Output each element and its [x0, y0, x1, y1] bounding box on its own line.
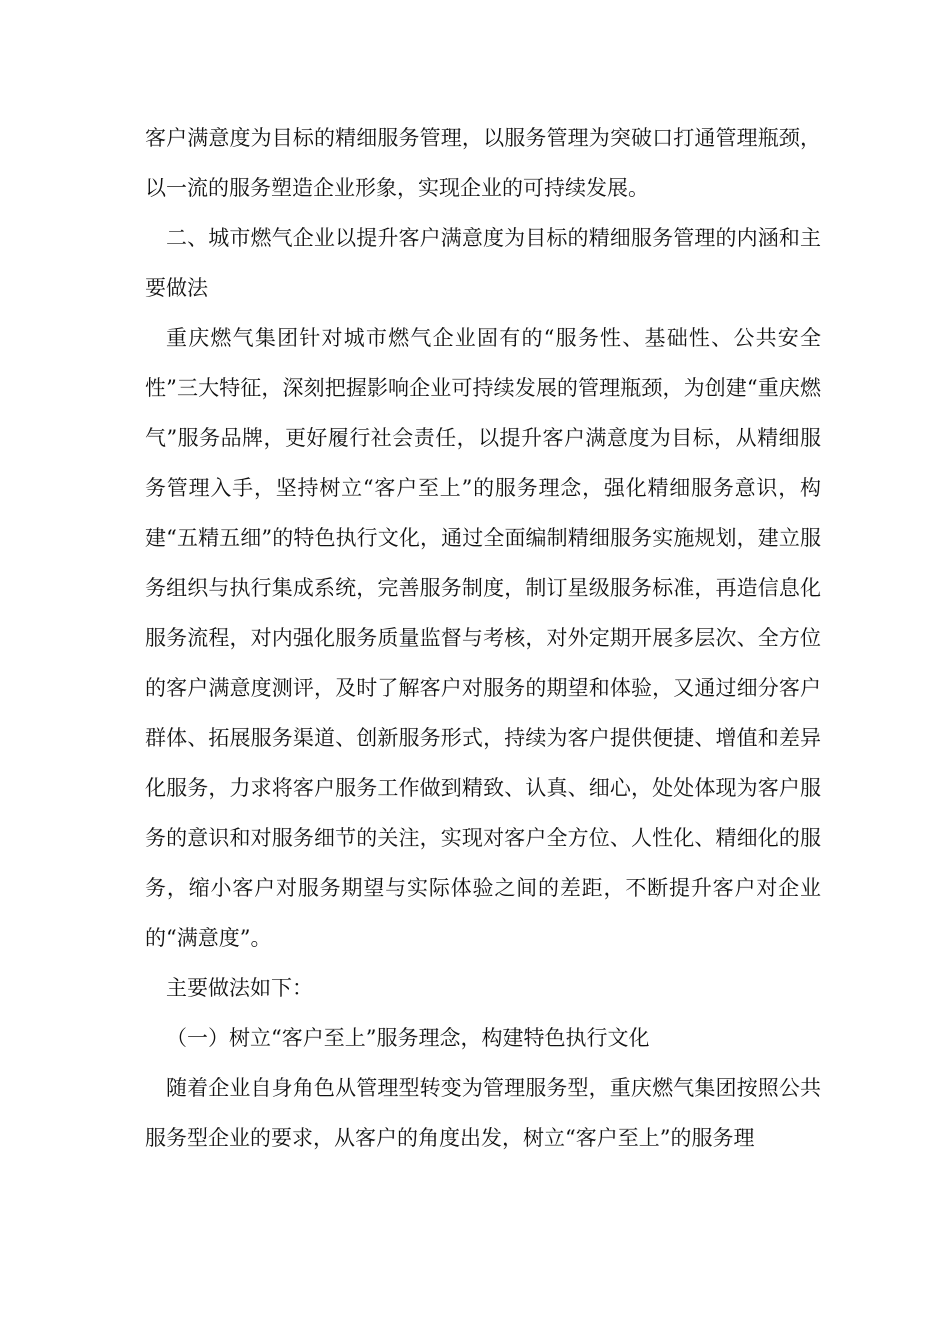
paragraph-overview: 重庆燃气集团针对城市燃气企业固有的“服务性、基础性、公共安全性”三大特征，深刻把握影响企业可持续发展的管理瓶颈，为创建“重庆燃气”服务品牌，更好履行社会责任，以提升客户满意度为目标，从精细服务管理入手，坚持树立“客户至上”的服务理念，强化精细服务意识，构建“五精五细”的特色执行文化，通过全面编制精细服务实施规划，建立服务组织与执行集成系统，完善服务制度，制订星级服务标准，再造信息化服务流程，对内强化服务质量监督与考核，对外定期开展多层次、全方位的客户满意度测评，及时了解客户对服务的期望和体验，又通过细分客户群体、拓展服务渠道、创新服务形式，持续为客户提供便捷、增值和差异化服务，力求将客户服务工作做到精致、认真、细心，处处体现为客户服务的意识和对服务细节的关注，实现对客户全方位、人性化、精细化的服务，缩小客户对服务期望与实际体验之间的差距，不断提升客户对企业的“满意度”。: [145, 326, 821, 950]
document-body: [145, 113, 821, 1163]
paragraph-main-methods: 主要做法如下：: [166, 976, 313, 1000]
paragraph-continuation: 客户满意度为目标的精细服务管理，以服务管理为突破口打通管理瓶颈，以一流的服务塑造企业形象，实现企业的可持续发展。: [145, 126, 821, 200]
section-heading-2: 二、城市燃气企业以提升客户满意度为目标的精细服务管理的内涵和主要做法: [145, 226, 821, 300]
paragraph-subsection-1: 随着企业自身角色从管理型转变为管理服务型，重庆燃气集团按照公共服务型企业的要求，从客户的角度出发，树立“客户至上”的服务理: [145, 1076, 821, 1150]
subsection-heading-1: （一）树立“客户至上”服务理念，构建特色执行文化: [166, 1026, 650, 1050]
